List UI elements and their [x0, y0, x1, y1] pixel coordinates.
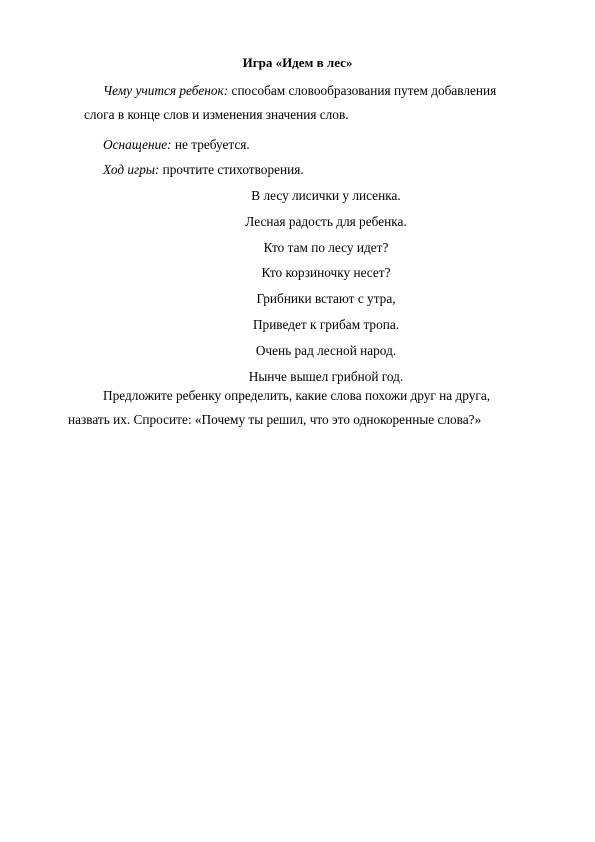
closing-text-2: назвать их. Спросите: «Почему ты решил, что это однокоренные слова?» — [68, 412, 482, 427]
learning-goal-text-2: слога в конце слов и изменения значения слов. — [84, 107, 349, 122]
poem-line: Кто корзиночку несет? — [261, 265, 391, 281]
equipment-label: Оснащение: — [103, 137, 172, 152]
equipment-text: не требуется. — [171, 137, 250, 152]
poem-line: Грибники встают с утра, — [256, 291, 396, 307]
paragraph-learning-goal — [84, 79, 530, 127]
game-course-label: Ход игры: — [103, 162, 160, 177]
poem — [0, 185, 595, 391]
game-course-text: прочтите стихотворения. — [159, 162, 304, 177]
poem-line: Лесная радость для ребенка. — [245, 213, 407, 229]
paragraph-equipment — [84, 133, 530, 157]
poem-line: Приведет к грибам тропа. — [252, 316, 400, 332]
paragraph-game-course — [84, 158, 530, 182]
poem-line: Очень рад лесной народ. — [255, 342, 397, 358]
learning-goal-text-1: способам словообразования путем добавления — [228, 83, 497, 98]
poem-line: Кто там по лесу идет? — [263, 239, 389, 255]
poem-line: Нынче вышел грибной год. — [248, 368, 404, 384]
document-title: Игра «Идем в лес» — [242, 55, 353, 70]
closing-text-1: Предложите ребенку определить, какие слова похожи друг на друга, — [103, 388, 491, 403]
paragraph-closing — [68, 384, 544, 432]
learning-goal-label: Чему учится ребенок: — [103, 83, 229, 98]
poem-line: В лесу лисички у лисенка. — [251, 188, 401, 203]
